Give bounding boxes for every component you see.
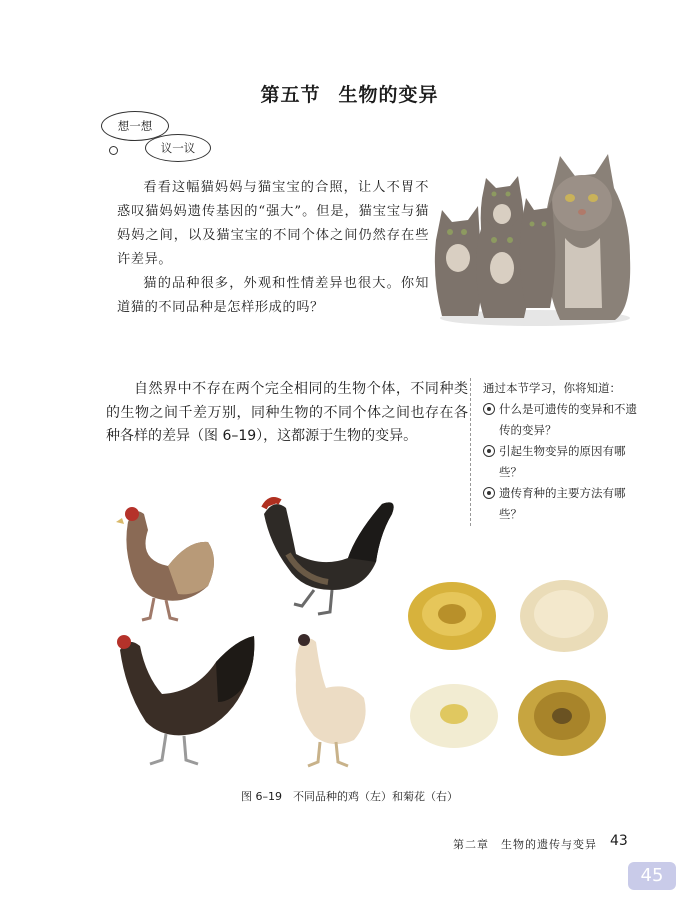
- intro-paragraph-1: 看看这幅猫妈妈与猫宝宝的合照，让人不胃不惑叹猫妈妈遗传基因的“强大”。但是，猫宝宝与猫妈妈之间，以及猫宝宝的不同个体之间仍然存在些许差异。: [117, 180, 429, 267]
- hen-brown-photo: [108, 500, 223, 625]
- intro-paragraph-2: 猫的品种很多，外观和性情差异也很大。你知道猫的不同品种是怎样形成的吗？: [117, 276, 429, 315]
- page-badge: 45: [628, 862, 676, 890]
- footer-chapter-title: 第二章 生物的遗传与变异: [453, 838, 597, 851]
- learning-goal-text: 引起生物变异的原因有哪些？: [499, 444, 626, 479]
- learning-goals-box: [470, 378, 642, 526]
- section-name: 生物的变异: [338, 84, 439, 106]
- target-bullet-icon: [483, 403, 495, 415]
- chrysanthemum-yellow-photo: [402, 574, 502, 659]
- chrysanthemum-white-photo: [404, 676, 504, 761]
- figure-caption: 图 6–19 不同品种的鸡（左）和菊花（右）: [241, 790, 458, 803]
- learning-goal-text: 遗传育种的主要方法有哪些？: [499, 486, 626, 521]
- section-number: 第五节: [260, 84, 321, 106]
- rooster-black-photo: [252, 494, 402, 619]
- footer-page-number: 43: [610, 833, 628, 849]
- silkie-white-photo: [280, 632, 370, 772]
- section-title: [0, 80, 699, 107]
- chrysanthemum-cream-photo: [514, 574, 614, 659]
- cats-photo: [430, 148, 635, 328]
- hen-black-photo: [106, 632, 261, 772]
- target-bullet-icon: [483, 445, 495, 457]
- target-bullet-icon: [483, 487, 495, 499]
- think-label: 想一想: [117, 119, 153, 133]
- learning-goals-heading: 通过本节学习，你将知道：: [483, 381, 621, 395]
- learning-goal-item: [483, 399, 642, 441]
- main-paragraph: 自然界中不存在两个完全相同的生物个体，不同种类的生物之间千差万别，同种生物的不同个体之间也存在各种各样的差异（图 6–19），这都源于生物的变异。: [106, 381, 468, 444]
- learning-goal-item: [483, 441, 642, 483]
- main-text: [106, 378, 468, 449]
- learning-goal-item: [483, 483, 642, 525]
- discuss-bubble: [145, 134, 211, 162]
- chrysanthemum-spider-photo: [512, 672, 612, 764]
- bubble-tail-dot: [109, 146, 118, 155]
- discuss-label: 议一议: [160, 141, 196, 155]
- intro-text: [117, 176, 429, 320]
- learning-goal-text: 什么是可遗传的变异和不遗传的变异？: [499, 402, 637, 437]
